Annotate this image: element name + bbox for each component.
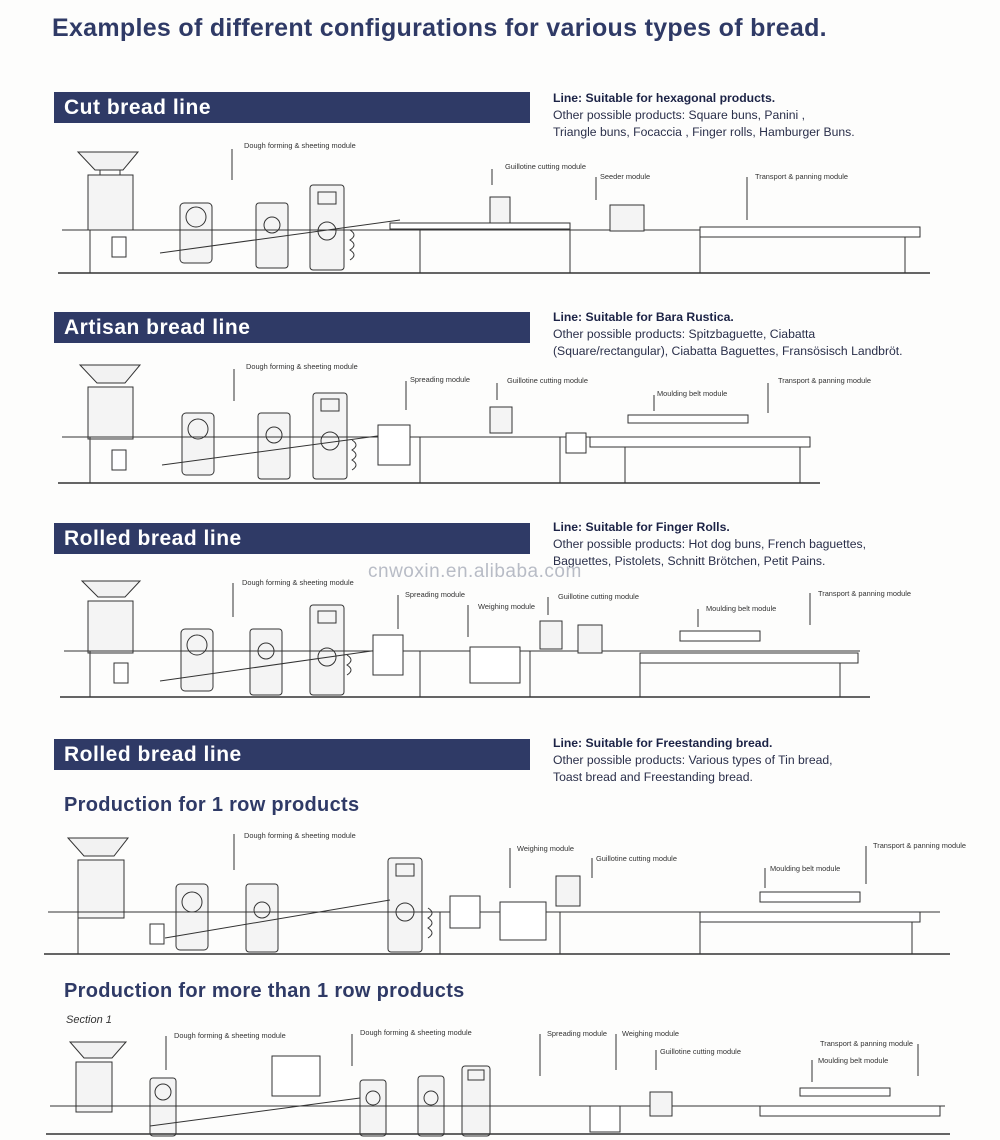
module-label: Transport & panning module <box>755 172 848 181</box>
section-banner: Artisan bread line <box>54 312 530 343</box>
module-label: Moulding belt module <box>818 1056 889 1065</box>
module-label: Guillotine cutting module <box>558 592 639 601</box>
production-line-diagram <box>0 135 1000 280</box>
other-products: Other possible products: Square buns, Panini , <box>553 108 806 122</box>
diagram-multi-row <box>0 1026 1000 1140</box>
section-banner: Rolled bread line <box>54 739 530 770</box>
diagram-one-row <box>0 826 1000 961</box>
watermark: cnwoxin.en.alibaba.com <box>368 561 582 582</box>
section-info <box>553 519 973 570</box>
section-banner: Cut bread line <box>54 92 530 123</box>
other-products: (Square/rectangular), Ciabatta Baguettes, Fransösisch Landbröt. <box>553 344 903 358</box>
section-info <box>553 90 973 141</box>
production-line-diagram <box>0 826 1000 961</box>
subsection-heading: Production for 1 row products <box>64 794 360 816</box>
module-label: Guillotine cutting module <box>505 162 586 171</box>
module-label: Dough forming & sheeting module <box>244 831 356 840</box>
module-label: Moulding belt module <box>657 389 728 398</box>
page-title: Examples of different configurations for various types of bread. <box>52 14 827 42</box>
other-products: Other possible products: Hot dog buns, French baguettes, <box>553 537 866 551</box>
other-products: Toast bread and Freestanding bread. <box>553 770 753 784</box>
module-label: Spreading module <box>410 375 470 384</box>
module-label: Dough forming & sheeting module <box>174 1031 286 1040</box>
section-label: Section 1 <box>66 1014 112 1026</box>
line-suitability: Line: Suitable for Bara Rustica. <box>553 310 734 324</box>
module-label: Dough forming & sheeting module <box>360 1028 472 1037</box>
module-label: Weighing module <box>478 602 535 611</box>
module-label: Dough forming & sheeting module <box>246 362 358 371</box>
diagram-cut-bread <box>0 135 1000 280</box>
other-products: Baguettes, Pistolets, Schnitt Brötchen, Petit Pains. <box>553 554 826 568</box>
module-label: Transport & panning module <box>778 376 871 385</box>
module-label: Spreading module <box>547 1029 607 1038</box>
other-products: Other possible products: Spitzbaguette, Ciabatta <box>553 327 816 341</box>
production-line-diagram <box>0 1026 1000 1140</box>
module-label: Moulding belt module <box>706 604 777 613</box>
module-label: Spreading module <box>405 590 465 599</box>
line-suitability: Line: Suitable for Freestanding bread. <box>553 736 773 750</box>
module-label: Weighing module <box>517 844 574 853</box>
module-label: Guillotine cutting module <box>660 1047 741 1056</box>
module-label: Seeder module <box>600 172 651 181</box>
module-label: Guillotine cutting module <box>596 854 677 863</box>
module-label: Dough forming & sheeting module <box>244 141 356 150</box>
section-info <box>553 309 973 360</box>
section-info <box>553 735 973 786</box>
diagram-artisan-bread <box>0 355 1000 490</box>
section-banner: Rolled bread line <box>54 523 530 554</box>
production-line-diagram <box>0 355 1000 490</box>
line-suitability: Line: Suitable for hexagonal products. <box>553 91 776 105</box>
subsection-heading: Production for more than 1 row products <box>64 980 465 1002</box>
diagram-rolled-bread <box>0 575 1000 705</box>
production-line-diagram <box>0 575 1000 705</box>
module-label: Guillotine cutting module <box>507 376 588 385</box>
module-label: Transport & panning module <box>818 589 911 598</box>
other-products: Triangle buns, Focaccia , Finger rolls, Hamburger Buns. <box>553 125 855 139</box>
module-label: Transport & panning module <box>820 1039 913 1048</box>
module-label: Dough forming & sheeting module <box>242 578 354 587</box>
module-label: Moulding belt module <box>770 864 841 873</box>
module-label: Weighing module <box>622 1029 679 1038</box>
module-label: Transport & panning module <box>873 841 966 850</box>
line-suitability: Line: Suitable for Finger Rolls. <box>553 520 730 534</box>
other-products: Other possible products: Various types of Tin bread, <box>553 753 833 767</box>
